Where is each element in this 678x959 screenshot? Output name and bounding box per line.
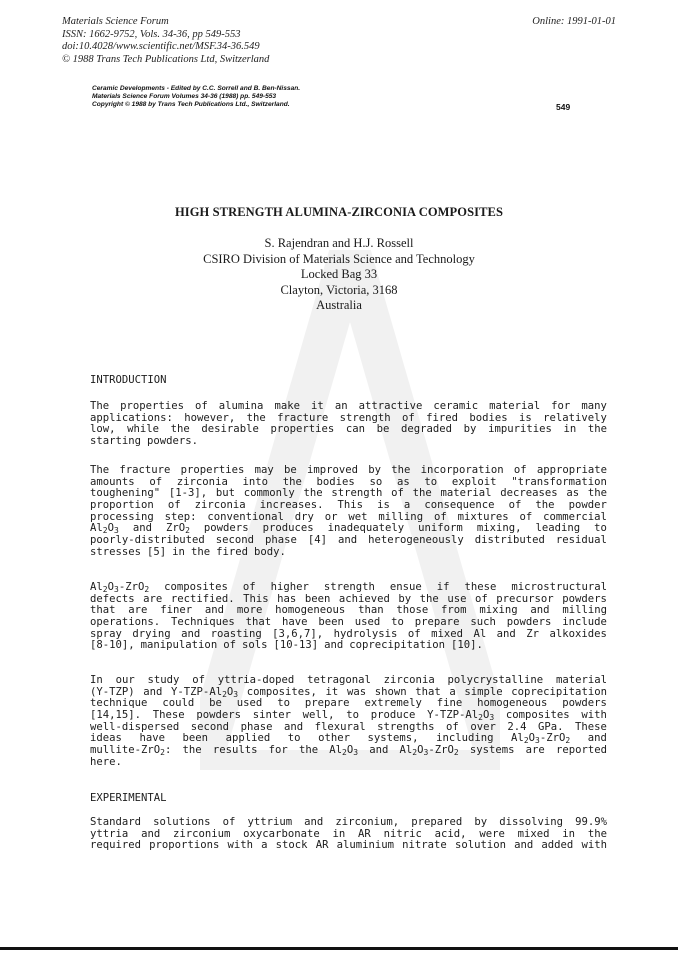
online-date: Online: 1991-01-01 [532,16,616,27]
text-line: [14,15]. These powders sinter well, to produce $Y-TZP-Al_2O_3$ composites with [90,709,607,723]
header-line: doi:10.4028/www.scientific.net/MSF.34-36.549 [62,41,260,52]
paper-title: HIGH STRENGTH ALUMINA-ZIRCONIA COMPOSITES [174,205,504,219]
text-line: ideas have been applied to other systems, including $Al_2O_3-ZrO_2$ and [90,732,607,746]
journal-info [92,85,300,109]
text-line: $Al_2O_3$ and ZrO$_2$ powders produces inadequately uniform mixing, leading to [90,522,607,536]
author-block [0,236,678,314]
text-line: $Al_2O_3-ZrO_2$ composites of higher strength ensue if these microstructural [90,581,607,594]
text-line: applications: however, the fracture strength of fired bodies is relatively [90,411,607,424]
text-line: starting powders. [90,435,199,448]
text-line: spray drying and roasting [3,6,7], hydrolysis of mixed Al and Zr alkoxides [90,627,607,640]
text-line: low, while the desirable properties can be degraded by impurities in the [90,423,607,436]
text-line: (Y-TZP) and $Y-TZP-Al_2O_3$ composites, it was shown that a simple coprecipitation [90,685,607,699]
text-line: The fracture properties may be improved by the incorporation of appropriate [90,464,607,476]
text-line: toughening" [1-3], but commonly the strength of the material decreases as the [90,487,607,500]
text-line: technique could be used to prepare extremely fine homogeneous powders [90,697,607,710]
text-line: Standard solutions of yttrium and zirconium, prepared by dissolving 99.9% [90,816,607,828]
text-line: here. [90,755,122,768]
citation-header [62,16,269,66]
paragraph-5 [90,817,607,852]
text-line: yttria and zirconium oxycarbonate in AR nitric acid, were mixed in the [90,827,607,840]
text-line: well-dispersed second phase and flexural strengths of over 2.4 GPa. These [90,720,607,733]
paragraph-3 [90,582,607,652]
text-line: mullite-ZrO$_2$: the results for the $Al_2O_3$ and $Al_2O_3-ZrO_2$ systems are reported [90,744,607,758]
text-line: operations. Techniques that have been used to prepare such powders include [90,616,607,629]
address-line: Australia [316,298,362,312]
text-line: stresses [5] in the fired body. [90,545,286,558]
text-line: proportion of zirconia increases. This is a consequence of the powder [90,499,607,512]
journal-line: Materials Science Forum Volumes 34-36 (1988) pp. 549-553 [92,93,277,100]
page-number: 549 [556,102,571,112]
text-line: processing step: conventional dry or wet milling of mixtures of commercial [90,510,607,523]
paragraph-2 [90,465,607,559]
journal-line: Copyright © 1988 by Trans Tech Publications Ltd., Switzerland. [92,101,290,108]
paragraph-4 [90,675,607,769]
address-line: Clayton, Victoria, 3168 [280,282,398,297]
paragraph-1 [90,401,607,448]
section-heading-experimental: EXPERIMENTAL [90,792,167,804]
text-line: [8-10], manipulation of sols [10-13] and coprecipitation [10]. [90,639,483,652]
author-names: S. Rajendran and H.J. Rossell [264,236,414,250]
header-line: © 1988 Trans Tech Publications Ltd, Switzerland [62,53,270,65]
text-line: In our study of yttria-doped tetragonal zirconia polycrystalline material [90,674,607,686]
header-line: Materials Science Forum [62,16,169,27]
journal-line: Ceramic Developments - Edited by C.C. Sorrell and B. Ben-Nissan. [92,85,301,92]
text-line: that are finer and more homogeneous than those from mixing and milling [90,604,607,617]
text-line: The properties of alumina make it an attractive ceramic material for many [90,400,607,412]
section-heading-introduction: INTRODUCTION [90,374,167,386]
affiliation: CSIRO Division of Materials Science and Technology [203,251,475,266]
header-line: ISSN: 1662-9752, Vols. 34-36, pp 549-553 [62,28,241,40]
footer-rule [0,947,678,950]
text-line: required proportions with a stock AR aluminium nitrate solution and added with [90,839,607,852]
address-line: Locked Bag 33 [300,267,378,281]
text-line: poorly-distributed second phase [4] and heterogeneously distributed residual [90,534,607,547]
text-line: defects are rectified. This has been achieved by the use of precursor powders [90,592,607,605]
text-line: amounts of zirconia into the bodies so as to exploit "transformation [90,475,607,488]
